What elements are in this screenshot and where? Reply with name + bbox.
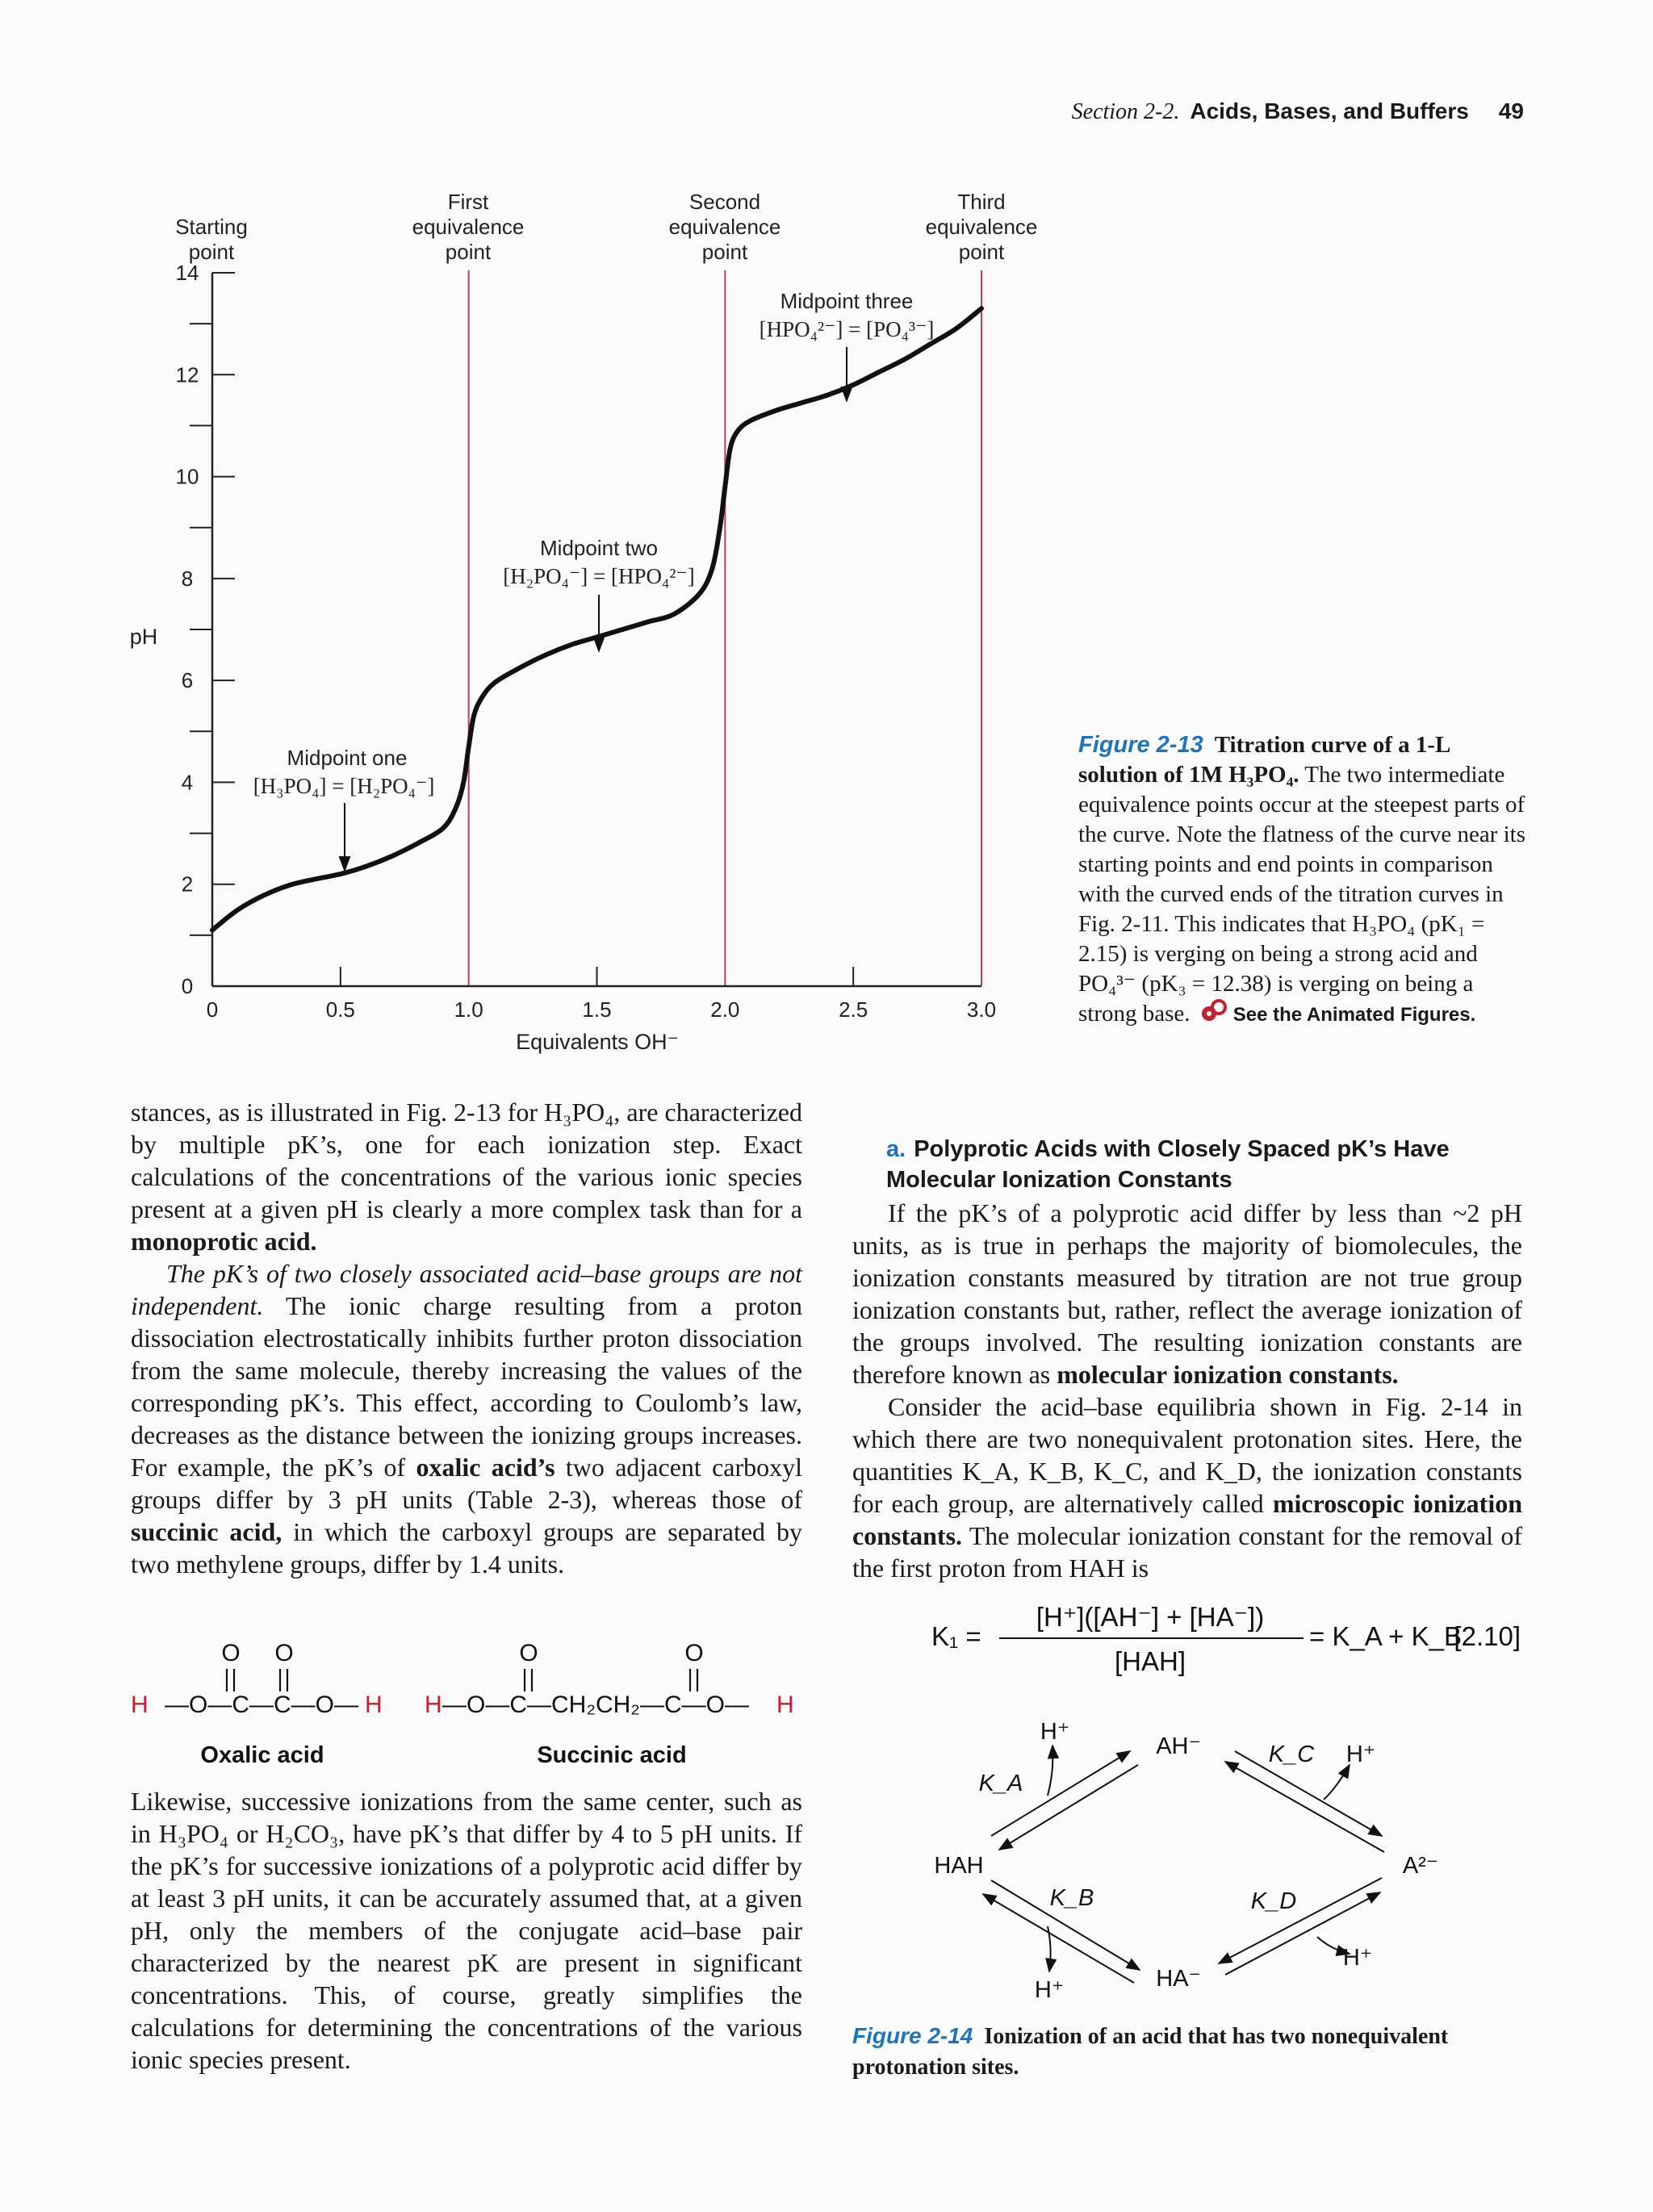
label-starting-point: Starting point	[175, 215, 248, 264]
paragraph-2-text-b: two adjacent carboxyl groups differ by 3 pH units (Table 2-3), whereas those of	[131, 1453, 803, 1514]
proton-release-c	[1324, 1765, 1350, 1800]
x-tick-label: 2.0	[710, 997, 740, 1022]
subsection-title: Polyprotic Acids with Closely Spaced pK’s Have Molecular Ionization Constants	[886, 1136, 1450, 1193]
species-hah: HAH	[934, 1853, 984, 1879]
oxalic-h-left: H	[131, 1691, 149, 1718]
midpoint-one-arrowhead	[340, 857, 349, 870]
proton-release-a	[1048, 1746, 1052, 1796]
x-tick-label: 3.0	[966, 997, 997, 1022]
figure-13-caption	[1078, 730, 1530, 1031]
equation-lhs: K₁ =	[931, 1621, 981, 1651]
x-tick-label: 0	[206, 997, 219, 1022]
figure-14-caption	[852, 2021, 1530, 2083]
subsection-label: a.	[886, 1136, 906, 1162]
titration-curve	[212, 308, 981, 930]
paragraph-2	[131, 1257, 802, 1580]
y-tick-label: 4	[181, 770, 194, 795]
succinic-o-1: O	[519, 1640, 538, 1666]
equation-rhs: = K_A + K_B	[1309, 1621, 1462, 1651]
titration-chart	[0, 0, 1082, 1098]
succinic-h-right: H	[776, 1691, 794, 1718]
oxalic-o-2: O	[274, 1640, 294, 1666]
figure-13-label: Figure 2-13	[1078, 732, 1203, 758]
constant-ka: K_A	[978, 1771, 1023, 1796]
species-a2-minus: A²⁻	[1402, 1853, 1439, 1879]
x-tick-label: 1.0	[454, 997, 483, 1022]
equation-numerator: [H⁺]([AH⁻] + [HA⁻])	[1036, 1602, 1265, 1632]
oxalic-acid-label: Oxalic acid	[200, 1742, 324, 1768]
paragraph-r2	[852, 1390, 1522, 1584]
midpoint-two-title: Midpoint two	[540, 536, 658, 560]
section-number: Section 2-2.	[1071, 99, 1180, 124]
term-molecular-ionization: molecular ionization constants.	[1057, 1360, 1399, 1389]
term-oxalic-acid: oxalic acid’s	[416, 1453, 555, 1482]
paragraph-2-text-c: in which the carboxyl groups are separated by two methylene groups, differ by 1.4 units.	[131, 1517, 803, 1579]
figure-14-title: Ionization of an acid that has two nonequivalent protonation sites.	[852, 2024, 1449, 2080]
x-tick-label: 0.5	[325, 997, 355, 1022]
proton-b: H⁺	[1034, 1977, 1065, 2003]
left-column-bottom	[131, 1785, 802, 2076]
section-title: Acids, Bases, and Buffers	[1190, 98, 1469, 123]
paragraph-2-text-a: The ionic charge resulting from a proton dissociation electrostatically inhibits further proton dissociation from the same molecule, thereby increasing the values of the corresponding pK’s. This effect, according to Coulomb’s law, decreases as the distance between the ionizing groups increases. For example, the pK’s of	[131, 1291, 803, 1482]
y-axis-label: pH	[129, 625, 158, 649]
term-succinic-acid: succinic acid,	[131, 1517, 282, 1546]
paragraph-r1	[852, 1197, 1522, 1390]
left-column-top	[131, 1096, 802, 1580]
y-tick-label: 6	[181, 668, 194, 693]
label-second-equivalence: Second equivalence point	[668, 190, 781, 264]
x-tick-label: 2.5	[839, 997, 868, 1022]
paragraph-3: Likewise, successive ionizations from the same center, such as in H₃PO₄ or H₂CO₃, have pK’s that differ by 4 to 5 pH units. If the pK’s for successive ionizations of a polyprotic acid differ by at least 3 pH units, it can be accurately assumed that, at a given pH, only the members of the conjugate acid–base pair characterized by the nearest pK are present in significant concentrations. This, of course, greatly simplifies the calculations for determining the concentrations of the various ionic species present.	[131, 1787, 802, 2074]
equation-2-10	[847, 1594, 1534, 1683]
species-ha-minus: HA⁻	[1156, 1966, 1201, 1992]
midpoint-one-eq: [H₃PO₄] = [H₂PO₄⁻]	[253, 774, 435, 798]
midpoint-two-arrowhead	[594, 638, 604, 650]
species-ah-minus: AH⁻	[1156, 1733, 1201, 1759]
running-head	[1072, 98, 1524, 125]
constant-kb: K_B	[1049, 1885, 1094, 1911]
y-tick-label: 0	[181, 974, 194, 998]
paragraph-2-italic: The pK’s of two closely associated acid–base groups are not independent.	[131, 1259, 802, 1320]
figure-14-label: Figure 2-14	[852, 2023, 973, 2048]
paragraph-1	[131, 1096, 802, 1257]
x-axis-label: Equivalents OH⁻	[516, 1030, 679, 1054]
oxalic-chain: —O—C—C—O—	[165, 1691, 358, 1718]
oxalic-h-right: H	[365, 1691, 383, 1718]
succinic-acid-label: Succinic acid	[537, 1742, 687, 1768]
y-tick-label: 12	[175, 362, 199, 387]
equation-denominator: [HAH]	[1114, 1646, 1186, 1676]
y-tick-label: 8	[181, 566, 194, 591]
midpoint-three-arrowhead	[842, 387, 852, 400]
y-tick-label: 14	[175, 261, 199, 285]
proton-c: H⁺	[1345, 1742, 1376, 1767]
constant-kc: K_C	[1268, 1742, 1315, 1767]
label-first-equivalence: First equivalence point	[412, 190, 525, 264]
succinic-h-left: H	[425, 1691, 442, 1718]
proton-d: H⁺	[1342, 1945, 1373, 1971]
animated-figure-icon[interactable]	[1201, 999, 1228, 1031]
paragraph-r2-text-b: The molecular ionization constant for the removal of the first proton from HAH is	[852, 1521, 1523, 1583]
paragraph-r1-text: If the pK’s of a polyprotic acid differ by less than ~2 pH units, as is true in perhaps the majority of biomolecules, the ionization constants measured by titration are not true group ionization constants but, rather, reflect the average ionization of the groups involved. The resulting ionization constants are therefore known as	[852, 1198, 1522, 1389]
animated-figures-link[interactable]: See the Animated Figures.	[1232, 1004, 1476, 1026]
equation-number: [2.10]	[1454, 1621, 1521, 1651]
paragraph-r2-text-a: Consider the acid–base equilibria shown in Fig. 2-14 in which there are two nonequivalent protonation sites. Here, the quantities K_A, K_B, K_C, and K_D, the ionization constants for each group, are alternatively called	[852, 1392, 1522, 1518]
midpoint-two-eq: [H₂PO₄⁻] = [HPO₄²⁻]	[503, 564, 695, 588]
term-microscopic-ionization: microscopic ionization constants.	[852, 1489, 1523, 1550]
proton-a: H⁺	[1040, 1719, 1070, 1745]
figure-13-title: Titration curve of a 1-L solution of 1M H₃PO₄.	[1078, 732, 1450, 788]
constant-kd: K_D	[1250, 1888, 1297, 1914]
page-number: 49	[1498, 98, 1524, 123]
y-tick-label: 10	[175, 464, 199, 489]
oxalic-o-1: O	[221, 1640, 241, 1666]
y-tick-label: 2	[181, 872, 194, 897]
label-third-equivalence: Third equivalence point	[925, 190, 1038, 264]
ionization-diagram	[888, 1715, 1574, 2005]
succinic-o-2: O	[684, 1640, 704, 1666]
arrow-a2-to-ah	[1225, 1762, 1384, 1852]
term-monoprotic-acid: monoprotic acid.	[131, 1227, 317, 1256]
right-column	[852, 1197, 1522, 1584]
subsection-heading	[886, 1134, 1532, 1195]
midpoint-one-title: Midpoint one	[287, 746, 408, 770]
paragraph-1-text: stances, as is illustrated in Fig. 2-13 for H₃PO₄, are characterized by multiple pK’s, one for each ionization step. Exact calculations of the concentrations of the various ionic species present at a given pH is clearly a more complex task than for a	[131, 1098, 802, 1223]
midpoint-three-title: Midpoint three	[780, 289, 914, 313]
x-tick-label: 1.5	[582, 997, 612, 1022]
figure-13-body: The two intermediate equivalence points occur at the steepest parts of the curve. Note the flatness of the curve near its starting points and end points in comparison with the curved ends of the titration curves in Fig. 2-11. This indicates that H₃PO₄ (pK₁ = 2.15) is verging on being a strong acid and PO₄³⁻ (pK₃ = 12.38) is verging on being a strong base.	[1078, 762, 1526, 1027]
midpoint-three-eq: [HPO₄²⁻] = [PO₄³⁻]	[759, 317, 935, 341]
succinic-chain: —O—C—CH₂CH₂—C—O—	[442, 1691, 749, 1718]
